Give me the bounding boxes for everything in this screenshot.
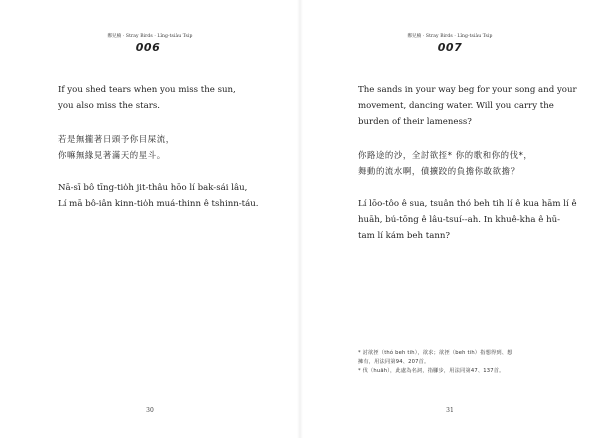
english-verse xyxy=(58,82,236,114)
verse-line: movement, dancing water. Will you carry the xyxy=(358,101,554,111)
footnote-line: 擁有，用法同第94、207首。 xyxy=(358,359,430,365)
page-number: 30 xyxy=(146,407,154,414)
english-verse xyxy=(358,82,577,130)
romanized-verse xyxy=(358,196,577,244)
footnotes xyxy=(358,349,513,376)
verse-line: If you shed tears when you miss the sun, xyxy=(58,85,236,95)
verse-line: 你嘛無緣見著滿天的星斗。 xyxy=(58,150,166,160)
verse-line: Nā-sī bô tīng-tio̍h jit-thâu hōo lí bak-sái lâu, xyxy=(58,183,248,193)
chinese-verse xyxy=(358,147,532,179)
poem-number: 007 xyxy=(437,41,463,54)
verse-line: tam lí kám beh tann? xyxy=(358,231,451,241)
running-head: 鄭兒楠 · Stray Birds · Lîng-tsiàu Tsip xyxy=(407,34,493,39)
verse-line: you also miss the stars. xyxy=(58,101,160,111)
footnote-line: * 伐（huāh），此處為名詞，指腳步，用法同第47、137首。 xyxy=(358,368,505,374)
verse-line: huāh, bú-tōng ê lâu-tsuí--ah. In khuê-kha ê hū- xyxy=(358,215,561,225)
chinese-verse xyxy=(58,131,175,163)
verse-line: Lí lōo-tôo ê sua, tsuân thó beh tih lí ê kua hām lí ê xyxy=(358,199,577,209)
romanized-verse xyxy=(58,180,259,212)
poem-number: 006 xyxy=(135,41,161,54)
verse-line: 若是無攏著日頭予你目屎流， xyxy=(58,134,175,144)
running-head: 鄭兒楠 · Stray Birds · Lîng-tsiàu Tsip xyxy=(107,34,193,39)
page-number: 31 xyxy=(446,407,454,414)
verse-line: 舞動的流水啊，僨擴跤的負擔你敢欲擔？ xyxy=(358,166,520,176)
footnote-line: * 討欲挃（thó beh tih），欲求；欲挃（beh tih）指想得到、想 xyxy=(358,350,513,356)
verse-line: Lí mā bô-iân kinn-tio̍h muá-thinn ê tshinn-táu. xyxy=(58,199,259,209)
verse-line: 你路途的沙，全討欲挃* 你的歌和你的伐*， xyxy=(358,150,533,160)
verse-line: The sands in your way beg for your song and your xyxy=(358,85,577,95)
right-page xyxy=(300,0,600,438)
verse-line: burden of their lameness? xyxy=(358,117,472,127)
